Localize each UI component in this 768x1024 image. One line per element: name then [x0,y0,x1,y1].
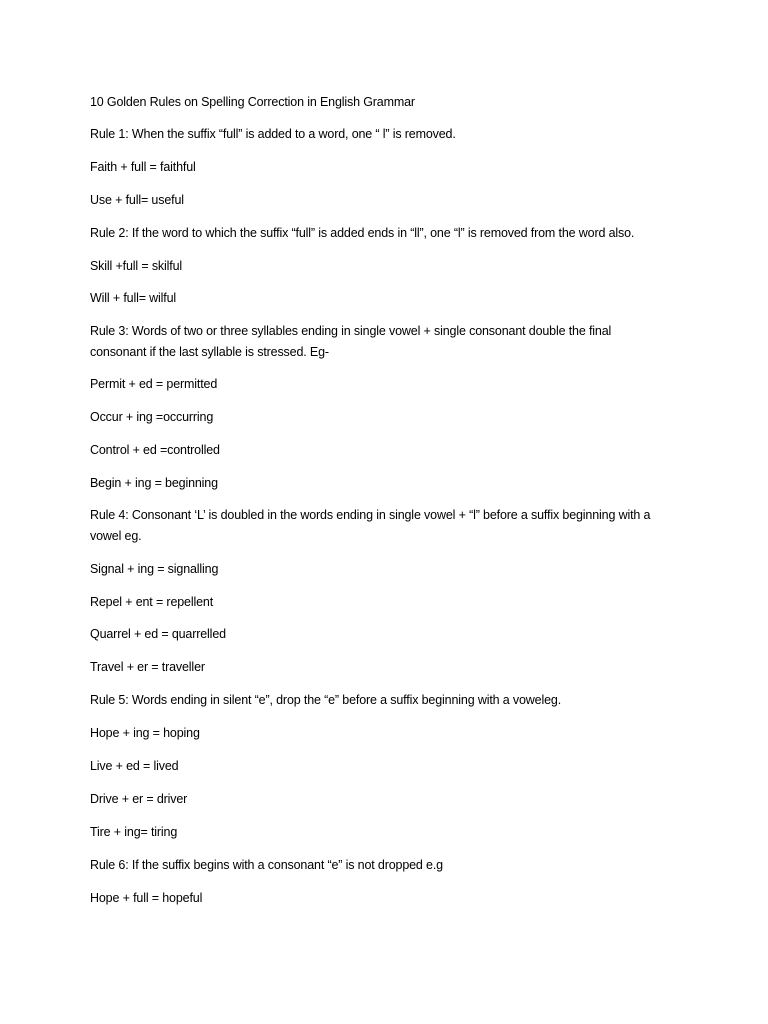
example-line: Will + full= wilful [90,291,177,305]
example-line: Travel + er = traveller [90,660,205,674]
example-line: Signal + ing = signalling [90,562,219,576]
example-line: Repel + ent = repellent [90,595,214,609]
example-line: Skill +full = skilful [90,259,183,273]
example-line: Control + ed =controlled [90,443,220,457]
example-line: Hope + full = hopeful [90,891,203,905]
example-line: Hope + ing = hoping [90,726,200,740]
rule-6: Rule 6: If the suffix begins with a consonant “e” is not dropped e.g [90,858,443,872]
rule-3: Rule 3: Words of two or three syllables ending in single vowel + single consonant double the final consonant if the last syllable is stressed. Eg- [90,324,612,359]
example-line: Quarrel + ed = quarrelled [90,627,226,641]
example-line: Occur + ing =occurring [90,410,214,424]
example-line: Faith + full = faithful [90,160,196,174]
example-line: Use + full= useful [90,193,184,207]
document-title: 10 Golden Rules on Spelling Correction in English Grammar [90,95,415,109]
example-line: Drive + er = driver [90,792,188,806]
rule-2: Rule 2: If the word to which the suffix “full” is added ends in “ll”, one “l” is removed from the word also. [90,226,635,240]
rule-5: Rule 5: Words ending in silent “e”, drop the “e” before a suffix beginning with a voweleg. [90,693,562,707]
example-line: Live + ed = lived [90,759,179,773]
example-line: Begin + ing = beginning [90,476,218,490]
example-line: Tire + ing= tiring [90,825,178,839]
rule-1: Rule 1: When the suffix “full” is added to a word, one “ l” is removed. [90,127,456,141]
example-line: Permit + ed = permitted [90,377,218,391]
rule-4: Rule 4: Consonant ‘L’ is doubled in the words ending in single vowel + “l” before a suffix beginning with a vowel eg. [90,508,651,543]
